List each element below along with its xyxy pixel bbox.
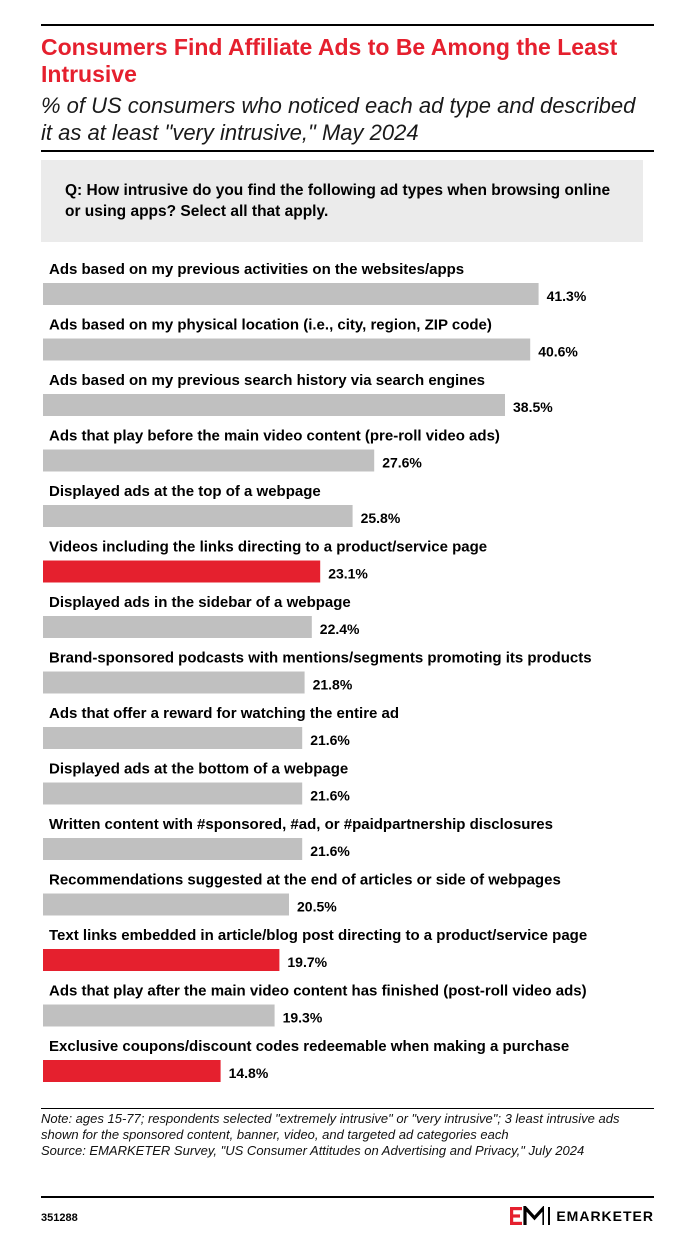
value-label: 21.6% — [310, 732, 350, 748]
bar — [43, 394, 505, 416]
bar — [43, 838, 302, 860]
chart-id: 351288 — [41, 1212, 78, 1224]
chart-subtitle: % of US consumers who noticed each ad type and described it as at least "very intrusive," May 2024 — [41, 93, 636, 145]
category-label: Displayed ads in the sidebar of a webpage — [49, 594, 351, 611]
category-label: Written content with #sponsored, #ad, or #paidpartnership disclosures — [49, 816, 553, 833]
top-rule — [41, 24, 654, 26]
value-label: 41.3% — [546, 288, 587, 304]
value-label: 38.5% — [513, 399, 553, 415]
note-rule — [41, 1108, 654, 1109]
bar — [43, 283, 539, 305]
value-label: 14.8% — [228, 1065, 269, 1081]
bar — [43, 894, 289, 916]
bottom-rule — [41, 1196, 654, 1198]
value-label: 40.6% — [538, 343, 578, 360]
bar — [43, 339, 530, 361]
brand-name: EMARKETER — [556, 1208, 654, 1224]
bar — [43, 783, 302, 805]
bar-chart — [0, 254, 695, 1094]
category-label: Displayed ads at the top of a webpage — [49, 483, 321, 500]
subtitle-rule — [41, 150, 654, 152]
bar — [43, 505, 353, 527]
value-label: 27.6% — [382, 454, 422, 471]
bar — [43, 450, 374, 472]
bar — [43, 949, 279, 971]
emarketer-logo-icon — [510, 1206, 544, 1226]
category-label: Ads that offer a reward for watching the entire ad — [49, 705, 400, 722]
value-label: 19.3% — [282, 1009, 323, 1026]
footnote — [41, 1111, 641, 1159]
category-label: Ads based on my previous activities on the websites/apps — [49, 261, 465, 278]
brand-divider — [548, 1207, 550, 1225]
category-label: Brand-sponsored podcasts with mentions/segments promoting its products — [49, 649, 592, 667]
value-label: 20.5% — [297, 898, 337, 915]
bar — [43, 561, 320, 583]
brand-logo-block — [510, 1206, 654, 1226]
bar — [43, 1005, 275, 1027]
chart-title: Consumers Find Affiliate Ads to Be Among the Least Intrusive — [41, 34, 618, 87]
value-label: 21.8% — [312, 676, 353, 693]
category-label: Ads based on my previous search history via search engines — [49, 372, 486, 389]
bar — [43, 1060, 221, 1082]
value-label: 19.7% — [287, 954, 328, 970]
category-label: Ads that play before the main video content (pre-roll video ads) — [49, 427, 500, 445]
note-text: Note: ages 15-77; respondents selected "extremely intrusive" or "very intrusive"; 3 least intrusive ads shown for the sponsored content, banner, video, and targeted ad categories each — [41, 1111, 620, 1142]
bar — [43, 727, 302, 749]
value-label: 23.1% — [328, 565, 368, 582]
value-label: 21.6% — [310, 787, 350, 804]
category-label: Exclusive coupons/discount codes redeemable when making a purchase — [49, 1038, 570, 1055]
bar — [43, 672, 305, 694]
category-label: Text links embedded in article/blog post directing to a product/service page — [49, 927, 588, 944]
category-label: Videos including the links directing to a product/service page — [49, 538, 488, 556]
source-text: Source: EMARKETER Survey, "US Consumer Attitudes on Advertising and Privacy," July 2024 — [41, 1143, 585, 1158]
bar — [43, 616, 312, 638]
category-label: Recommendations suggested at the end of articles or side of webpages — [49, 871, 561, 889]
value-label: 22.4% — [319, 621, 360, 637]
category-label: Ads that play after the main video content has finished (post-roll video ads) — [49, 982, 587, 1000]
value-label: 25.8% — [360, 510, 401, 526]
category-label: Displayed ads at the bottom of a webpage — [49, 760, 349, 778]
category-label: Ads based on my physical location (i.e., city, region, ZIP code) — [49, 316, 492, 334]
value-label: 21.6% — [310, 843, 350, 859]
survey-question: Q: How intrusive do you find the following ad types when browsing online or using apps? Select all that apply. — [41, 160, 643, 242]
